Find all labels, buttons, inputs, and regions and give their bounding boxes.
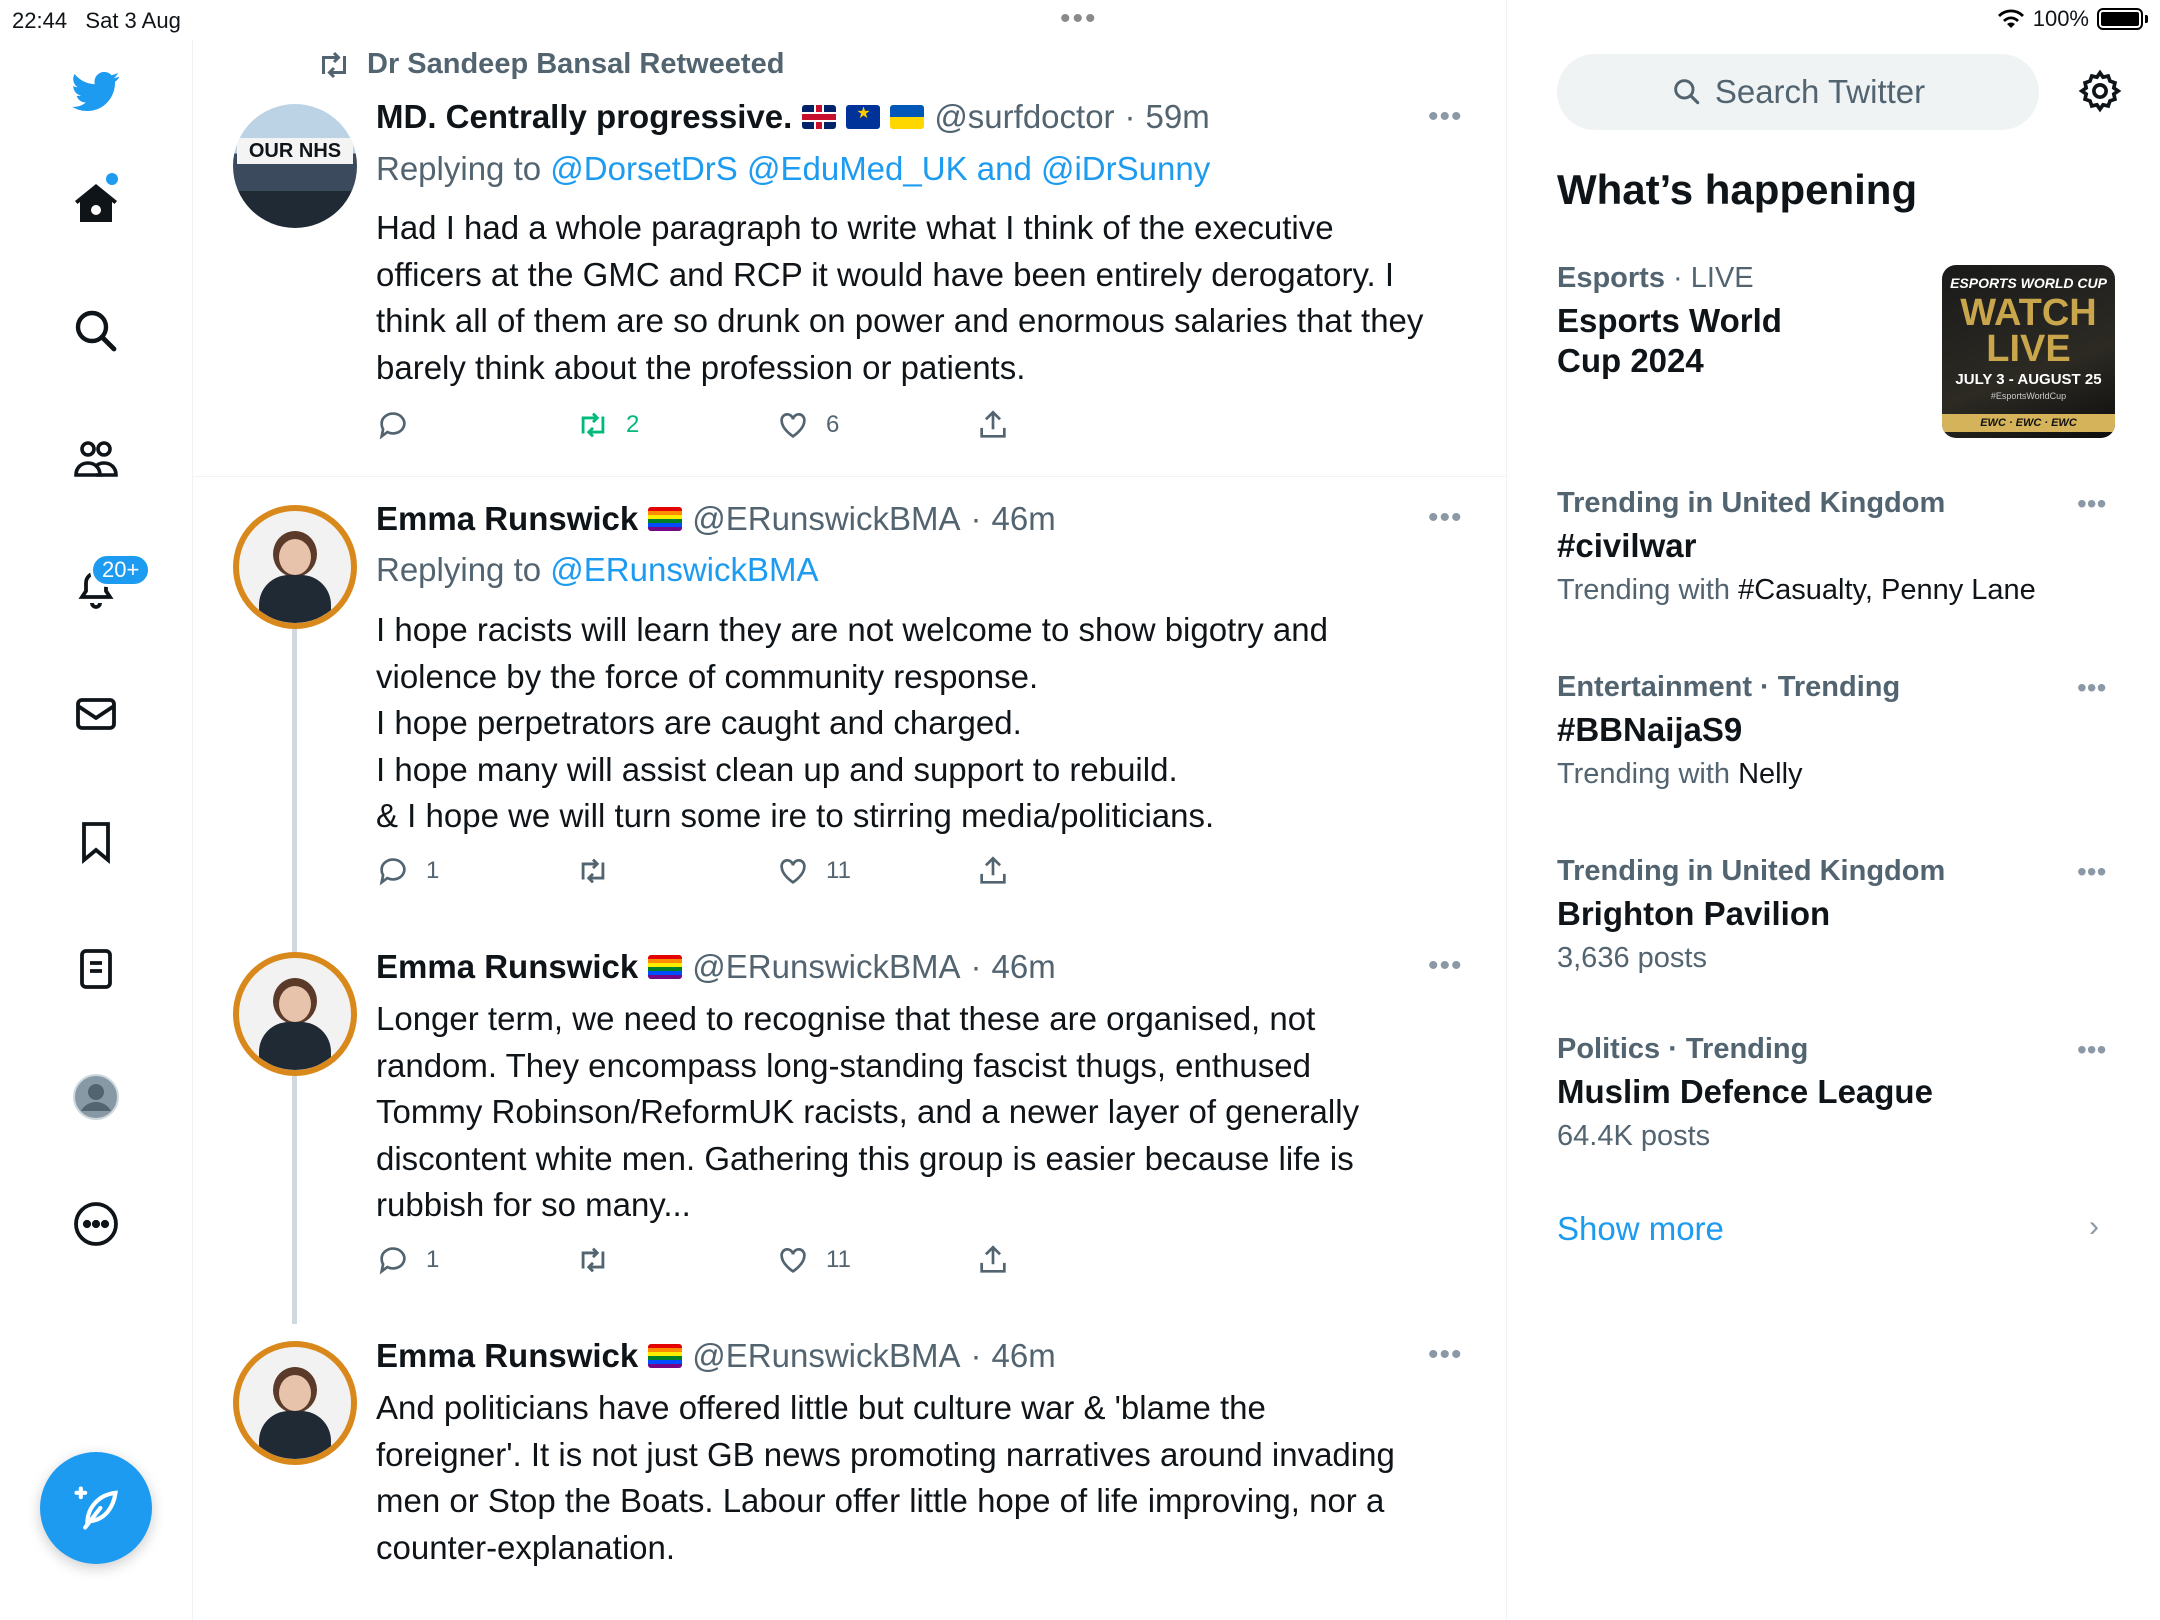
trend-item-civilwar[interactable]: Trending in United Kingdom #civilwar Trending with #Casualty, Penny Lane	[1557, 487, 2036, 606]
eu-flag-icon	[846, 105, 880, 129]
tweet-4-more-icon[interactable]: •••	[1428, 1338, 1463, 1371]
heart-icon	[776, 854, 810, 888]
whats-happening-title: What’s happening	[1557, 166, 1918, 213]
reply-button[interactable]: 1	[376, 1243, 439, 1277]
notifications-badge: 20+	[90, 553, 151, 587]
author-handle[interactable]: @ERunswickBMA	[692, 1337, 961, 1374]
share-button[interactable]	[976, 1243, 1010, 1277]
reply-icon	[376, 408, 410, 442]
heart-icon	[776, 408, 810, 442]
home-icon[interactable]	[70, 178, 122, 230]
tweet-1-replying-to: Replying to @DorsetDrS @EduMed_UK and @iDrSunny	[376, 150, 1211, 187]
share-icon	[976, 854, 1010, 888]
avatar-erunswickbma[interactable]	[233, 505, 357, 629]
more-options-icon[interactable]	[70, 1198, 122, 1250]
communities-icon[interactable]	[70, 433, 122, 485]
avatar-erunswickbma[interactable]	[233, 1341, 357, 1465]
tweet-3-text: Longer term, we need to recognise that these are organised, not random. They encompass long-standing fascist thugs, enthused Tommy Robinson/ReformUK racists, and a newer layer of generally discontent white men. Gathering this group is easier because life is rubbish for so many...	[376, 1000, 1360, 1223]
retweet-icon	[576, 854, 610, 888]
author-name[interactable]: Emma Runswick	[376, 500, 639, 537]
esports-thumbnail[interactable]: ESPORTS WORLD CUP WATCH LIVE JULY 3 - AUGUST 25 #EsportsWorldCup EWC · EWC · EWC	[1942, 265, 2115, 438]
like-button[interactable]: 11	[776, 1243, 851, 1277]
tweet-3-header: Emma Runswick @ERunswickBMA · 46m	[376, 948, 1056, 985]
uk-flag-icon	[802, 105, 836, 129]
twitter-logo-icon[interactable]	[70, 65, 122, 117]
trend-item-bbnaija[interactable]: Entertainment · Trending #BBNaijaS9 Trending with Nelly	[1557, 671, 1901, 790]
search-placeholder: Search Twitter	[1714, 73, 1926, 110]
retweet-icon	[315, 50, 353, 80]
share-icon	[976, 1243, 1010, 1277]
search-input[interactable]	[1557, 54, 2039, 130]
tweet-divider	[193, 476, 1506, 477]
rainbow-flag-icon	[648, 507, 682, 531]
tweet-2-header: Emma Runswick @ERunswickBMA · 46m	[376, 500, 1056, 537]
reply-icon	[376, 854, 410, 888]
avatar-sign-text: OUR NHS	[237, 138, 353, 164]
right-sidebar	[1507, 0, 2160, 1620]
chevron-right-icon: ›	[2089, 1210, 2099, 1243]
tweet-2-replying-to: Replying to @ERunswickBMA	[376, 551, 819, 588]
share-button[interactable]	[976, 854, 1010, 888]
like-button[interactable]: 6	[776, 408, 839, 442]
search-icon	[1671, 76, 1703, 108]
ukraine-flag-icon	[890, 105, 924, 129]
compose-tweet-button[interactable]	[40, 1452, 152, 1564]
trend-item-brighton-pavilion[interactable]: Trending in United Kingdom Brighton Pavilion 3,636 posts	[1557, 855, 1946, 974]
tweet-4-text: And politicians have offered little but culture war & 'blame the foreigner'. It is not just GB news promoting narratives around invading men or Stop the Boats. Labour offer little hope of life improving, nor a counter-explanation.	[376, 1389, 1395, 1566]
rainbow-flag-icon	[648, 955, 682, 979]
feather-plus-icon	[70, 1482, 122, 1534]
tweet-2-actions	[376, 854, 1176, 894]
reply-button[interactable]	[376, 408, 426, 442]
reply-button[interactable]: 1	[376, 854, 439, 888]
rainbow-flag-icon	[648, 1344, 682, 1368]
author-handle[interactable]: @ERunswickBMA	[692, 948, 961, 985]
tweet-2-text: I hope racists will learn they are not welcome to show bigotry and violence by the force of community response. I hope perpetrators are caught and charged. I hope many will assist clean up and support to rebuild. & I hope we will turn some ire to stirring media/politicians.	[376, 611, 1328, 834]
reply-icon	[376, 1243, 410, 1277]
author-name[interactable]: Emma Runswick	[376, 1337, 639, 1374]
tweet-time[interactable]: 59m	[1145, 98, 1210, 135]
multitasking-dots[interactable]: •••	[1060, 2, 1098, 35]
tweet-1-header: MD. Centrally progressive. ★ @surfdoctor · 59m	[376, 98, 1210, 136]
tweet-4-header: Emma Runswick @ERunswickBMA · 46m	[376, 1337, 1056, 1374]
author-handle[interactable]: @surfdoctor	[934, 98, 1115, 135]
tweet-3-actions	[376, 1243, 1176, 1283]
reply-to-links[interactable]: @DorsetDrS @EduMed_UK and @iDrSunny	[550, 150, 1211, 187]
author-name[interactable]: Emma Runswick	[376, 948, 639, 985]
author-name[interactable]: MD. Centrally progressive.	[376, 98, 793, 135]
trend-more-icon[interactable]: •••	[2077, 1034, 2107, 1065]
show-more-link[interactable]: Show more	[1557, 1210, 1724, 1247]
heart-icon	[776, 1243, 810, 1277]
retweeted-by-line: Dr Sandeep Bansal Retweeted	[315, 48, 784, 81]
trend-item-esports[interactable]: Esports · LIVE Esports World Cup 2024	[1557, 262, 1782, 379]
bookmarks-icon[interactable]	[70, 816, 122, 868]
battery-percent: 100%	[2032, 6, 2089, 31]
tweet-1-more-icon[interactable]: •••	[1428, 100, 1463, 133]
retweet-button[interactable]: 2	[576, 408, 639, 442]
timeline-feed	[193, 0, 1507, 1620]
lists-icon[interactable]	[70, 943, 122, 995]
retweet-icon	[576, 408, 610, 442]
retweet-button[interactable]	[576, 854, 626, 888]
trend-more-icon[interactable]: •••	[2077, 856, 2107, 887]
tweet-time[interactable]: 46m	[991, 500, 1056, 537]
retweet-button[interactable]	[576, 1243, 626, 1277]
like-button[interactable]: 11	[776, 854, 851, 888]
home-unread-dot	[106, 173, 118, 185]
left-nav	[0, 40, 193, 1620]
share-button[interactable]	[976, 408, 1010, 442]
tweet-1-actions	[376, 408, 1176, 448]
trend-item-muslim-defence-league[interactable]: Politics · Trending Muslim Defence League 64.4K posts	[1557, 1033, 1933, 1152]
messages-icon[interactable]	[70, 688, 122, 740]
trend-more-icon[interactable]: •••	[2077, 672, 2107, 703]
tweet-3-more-icon[interactable]: •••	[1428, 949, 1463, 982]
reply-to-links[interactable]: @ERunswickBMA	[550, 551, 819, 588]
avatar-erunswickbma[interactable]	[233, 952, 357, 1076]
tweet-time[interactable]: 46m	[991, 1337, 1056, 1374]
profile-avatar-icon[interactable]	[70, 1071, 122, 1123]
tweet-time[interactable]: 46m	[991, 948, 1056, 985]
search-icon[interactable]	[70, 305, 122, 357]
author-handle[interactable]: @ERunswickBMA	[692, 500, 961, 537]
retweet-icon	[576, 1243, 610, 1277]
tweet-2-more-icon[interactable]: •••	[1428, 501, 1463, 534]
tweet-1-text: Had I had a whole paragraph to write what I think of the executive officers at the GMC and RCP it would have been entirely derogatory. I think all of them are so drunk on power and enormous salaries that they barely think about the profession or patients.	[376, 209, 1424, 386]
trend-more-icon[interactable]: •••	[2077, 488, 2107, 519]
status-time: 22:44 Sat 3 Aug	[12, 8, 181, 33]
settings-gear-icon[interactable]	[2077, 68, 2123, 114]
share-icon	[976, 408, 1010, 442]
avatar-surfdoctor[interactable]	[233, 104, 357, 228]
